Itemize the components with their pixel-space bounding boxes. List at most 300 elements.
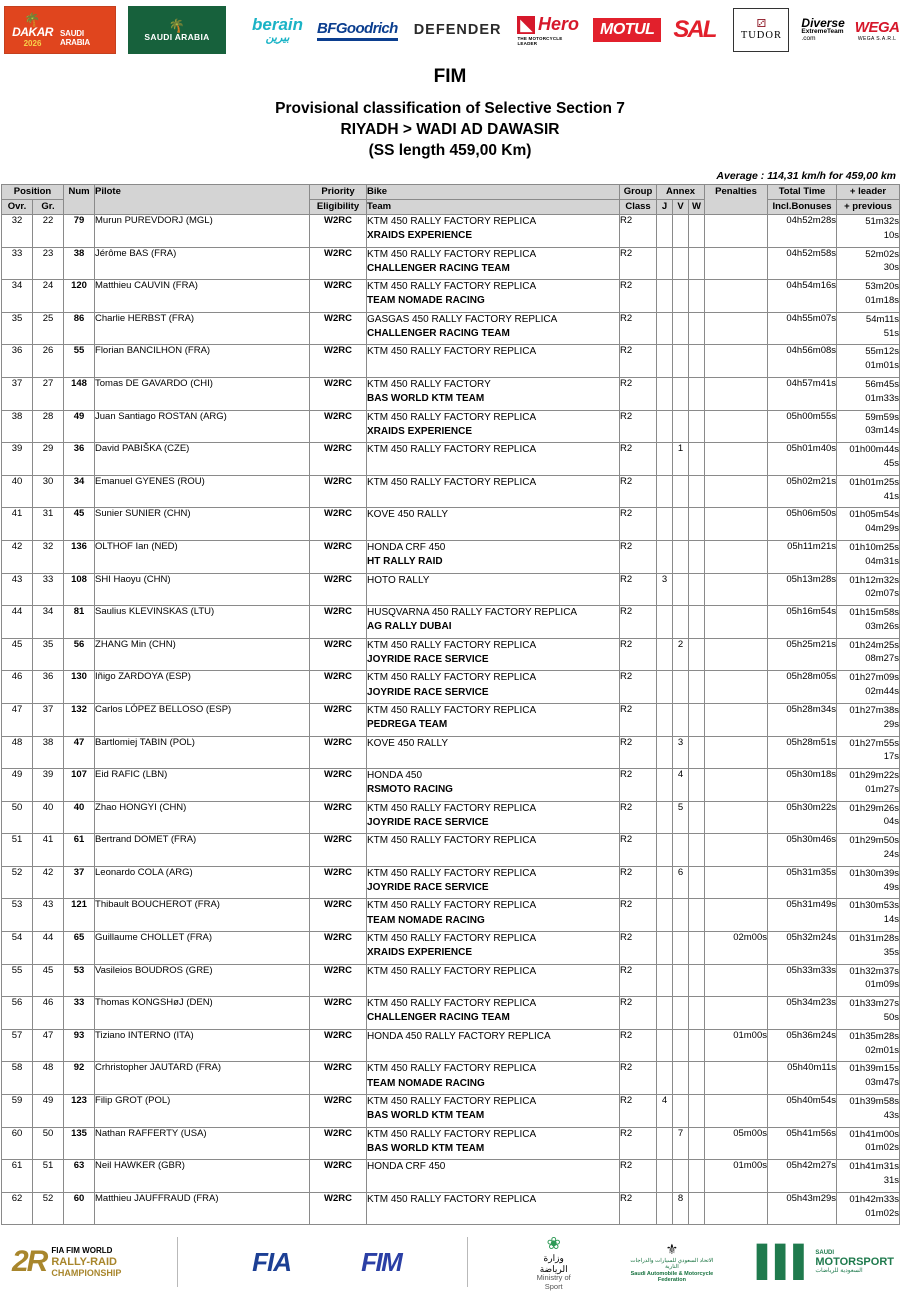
header-total-time-sub: Incl.Bonuses <box>768 200 837 215</box>
header-pilote: Pilote <box>95 185 310 215</box>
cell-bike-team <box>367 1062 620 1095</box>
divider <box>467 1237 468 1287</box>
cell-penalties: 01m00s <box>705 1029 768 1062</box>
cell-penalties: 02m00s <box>705 932 768 965</box>
table-row <box>2 280 900 313</box>
cell-annex-w <box>689 1192 705 1225</box>
cell-team: JOYRIDE RACE SERVICE <box>367 653 489 665</box>
table-row <box>2 932 900 965</box>
cell-annex-w <box>689 997 705 1030</box>
cell-gr: 23 <box>33 247 64 280</box>
cell-pilote: Guillaume CHOLLET (FRA) <box>95 932 310 965</box>
cell-annex-j <box>657 1192 673 1225</box>
cell-eligibility: W2RC <box>310 312 367 345</box>
table-row <box>2 834 900 867</box>
motul-logo <box>593 4 661 56</box>
cell-gr: 37 <box>33 703 64 736</box>
cell-annex-v <box>673 997 689 1030</box>
cell-gaps <box>837 247 900 280</box>
sponsor-header-bar <box>0 0 900 60</box>
cell-ovr: 49 <box>2 769 33 802</box>
table-row <box>2 703 900 736</box>
cell-gr: 32 <box>33 540 64 573</box>
cell-num: 38 <box>64 247 95 280</box>
cell-annex-w <box>689 475 705 508</box>
saudi-motorsport-mark-icon: ▌▌▌ <box>756 1245 812 1279</box>
cell-bike-team <box>367 215 620 248</box>
cell-annex-v: 8 <box>673 1192 689 1225</box>
cell-class: R2 <box>620 475 657 508</box>
header-class: Class <box>620 200 657 215</box>
cell-class: R2 <box>620 1127 657 1160</box>
cell-total-time: 05h36m24s <box>768 1029 837 1062</box>
header-gap-previous: + previous <box>837 200 900 215</box>
cell-annex-v <box>673 1160 689 1193</box>
cell-gap-previous: 24s <box>883 849 900 861</box>
cell-annex-v <box>673 247 689 280</box>
table-row <box>2 1160 900 1193</box>
cell-gr: 47 <box>33 1029 64 1062</box>
cell-penalties <box>705 540 768 573</box>
ministry-logo-arabic: وزارة الرياضة <box>539 1253 568 1274</box>
cell-total-time: 05h13m28s <box>768 573 837 606</box>
cell-penalties <box>705 834 768 867</box>
cell-penalties <box>705 1192 768 1225</box>
cell-bike: KTM 450 RALLY FACTORY REPLICA <box>367 444 537 456</box>
cell-bike: HUSQVARNA 450 RALLY FACTORY REPLICA <box>367 607 578 619</box>
cell-team: XRAIDS EXPERIENCE <box>367 230 473 242</box>
cell-annex-w <box>689 703 705 736</box>
cell-gaps <box>837 736 900 769</box>
cell-bike-team <box>367 312 620 345</box>
table-row <box>2 1062 900 1095</box>
cell-annex-j <box>657 964 673 997</box>
w2rc-logo-mark: 2R <box>12 1245 47 1279</box>
header-gr: Gr. <box>33 200 64 215</box>
cell-eligibility: W2RC <box>310 1095 367 1128</box>
cell-annex-v <box>673 964 689 997</box>
cell-annex-j <box>657 475 673 508</box>
cell-total-time: 05h31m49s <box>768 899 837 932</box>
cell-bike: KTM 450 RALLY FACTORY REPLICA <box>367 672 537 684</box>
w2rc-logo <box>12 1245 121 1279</box>
cell-ovr: 36 <box>2 345 33 378</box>
cell-bike-team <box>367 834 620 867</box>
cell-total-time: 05h43m29s <box>768 1192 837 1225</box>
wega-logo-text: WEGA <box>854 18 900 36</box>
cell-bike-team <box>367 1095 620 1128</box>
cell-gap-leader: 54m11s <box>865 313 900 325</box>
cell-bike: KTM 450 RALLY FACTORY REPLICA <box>367 933 537 945</box>
cell-total-time: 05h02m21s <box>768 475 837 508</box>
berain-logo-arabic: بيرين <box>265 31 290 44</box>
cell-bike: KOVE 450 RALLY <box>367 509 448 521</box>
cell-total-time: 05h30m22s <box>768 801 837 834</box>
cell-ovr: 48 <box>2 736 33 769</box>
cell-num: 92 <box>64 1062 95 1095</box>
cell-ovr: 56 <box>2 997 33 1030</box>
cell-gap-leader: 01h10m25s <box>849 541 900 553</box>
cell-gap-leader: 53m20s <box>865 281 900 293</box>
cell-bike-team <box>367 671 620 704</box>
cell-pilote: Tiziano INTERNO (ITA) <box>95 1029 310 1062</box>
cell-num: 130 <box>64 671 95 704</box>
cell-team: JOYRIDE RACE SERVICE <box>367 816 489 828</box>
cell-pilote: ZHANG Min (CHN) <box>95 638 310 671</box>
cell-eligibility: W2RC <box>310 540 367 573</box>
cell-annex-w <box>689 573 705 606</box>
cell-gap-leader: 01h24m25s <box>849 639 900 651</box>
cell-gr: 27 <box>33 377 64 410</box>
cell-ovr: 32 <box>2 215 33 248</box>
header-annex-j: J <box>657 200 673 215</box>
cell-pilote: OLTHOF Ian (NED) <box>95 540 310 573</box>
cell-gap-previous: 02m44s <box>865 686 900 698</box>
cell-eligibility: W2RC <box>310 899 367 932</box>
cell-num: 36 <box>64 443 95 476</box>
cell-class: R2 <box>620 736 657 769</box>
cell-class: R2 <box>620 769 657 802</box>
cell-annex-w <box>689 606 705 639</box>
cell-num: 135 <box>64 1127 95 1160</box>
w2rc-logo-line2: RALLY-RAID <box>51 1255 117 1268</box>
cell-total-time: 05h40m11s <box>768 1062 837 1095</box>
cell-total-time: 05h33m33s <box>768 964 837 997</box>
cell-gaps <box>837 801 900 834</box>
samf-logo-english: Saudi Automobile & Motorcycle Federation <box>630 1270 714 1284</box>
cell-annex-v <box>673 1095 689 1128</box>
cell-bike-team <box>367 475 620 508</box>
cell-annex-j <box>657 932 673 965</box>
cell-penalties <box>705 410 768 443</box>
cell-class: R2 <box>620 671 657 704</box>
cell-pilote: Matthieu CAUVIN (FRA) <box>95 280 310 313</box>
cell-num: 49 <box>64 410 95 443</box>
cell-pilote: Tomas DE GAVARDO (CHI) <box>95 377 310 410</box>
cell-class: R2 <box>620 638 657 671</box>
cell-gaps <box>837 769 900 802</box>
table-row <box>2 964 900 997</box>
cell-pilote: SHI Haoyu (CHN) <box>95 573 310 606</box>
cell-bike: HONDA 450 RALLY FACTORY REPLICA <box>367 1030 551 1042</box>
cell-pilote: Bartlomiej TABIN (POL) <box>95 736 310 769</box>
cell-annex-w <box>689 312 705 345</box>
ministry-of-sport-logo <box>532 1234 575 1291</box>
cell-gaps <box>837 638 900 671</box>
saudi-arabia-logo: 🌴 SAUDI ARABIA <box>128 4 226 56</box>
cell-eligibility: W2RC <box>310 671 367 704</box>
cell-gaps <box>837 280 900 313</box>
table-row <box>2 866 900 899</box>
cell-bike-team <box>367 606 620 639</box>
cell-gap-leader: 01h30m39s <box>849 867 900 879</box>
cell-annex-v <box>673 703 689 736</box>
cell-class: R2 <box>620 703 657 736</box>
dakar-logo-year: 2026 <box>23 38 42 48</box>
cell-annex-v: 2 <box>673 638 689 671</box>
cell-bike-team <box>367 899 620 932</box>
cell-gaps <box>837 508 900 541</box>
cell-gap-previous: 01m33s <box>865 392 900 404</box>
cell-team: TEAM NOMADE RACING <box>367 295 485 307</box>
saudi-automobile-motorcycle-federation-logo <box>627 1241 716 1284</box>
cell-annex-j <box>657 606 673 639</box>
cell-gaps <box>837 964 900 997</box>
cell-bike-team <box>367 540 620 573</box>
cell-gap-leader: 01h41m31s <box>849 1161 900 1173</box>
dakar-logo-country: SAUDI ARABIA <box>60 29 90 47</box>
cell-penalties <box>705 443 768 476</box>
table-row <box>2 1029 900 1062</box>
header-priority: Priority <box>310 185 367 200</box>
cell-pilote: Sunier SUNIER (CHN) <box>95 508 310 541</box>
cell-team: CHALLENGER RACING TEAM <box>367 327 510 339</box>
cell-bike-team <box>367 1160 620 1193</box>
cell-penalties: 05m00s <box>705 1127 768 1160</box>
footer-logo-bar <box>0 1231 900 1293</box>
cell-team: CHALLENGER RACING TEAM <box>367 1012 510 1024</box>
cell-gap-leader: 56m45s <box>865 378 900 390</box>
cell-num: 33 <box>64 997 95 1030</box>
cell-total-time: 05h34m23s <box>768 997 837 1030</box>
cell-eligibility: W2RC <box>310 215 367 248</box>
cell-eligibility: W2RC <box>310 475 367 508</box>
cell-gap-previous: 41s <box>883 490 900 502</box>
cell-pilote: Jérôme BAS (FRA) <box>95 247 310 280</box>
cell-team: XRAIDS EXPERIENCE <box>367 947 473 959</box>
cell-annex-j <box>657 899 673 932</box>
cell-eligibility: W2RC <box>310 443 367 476</box>
cell-ovr: 50 <box>2 801 33 834</box>
table-row <box>2 443 900 476</box>
cell-annex-j <box>657 1029 673 1062</box>
cell-team: BAS WORLD KTM TEAM <box>367 1142 485 1154</box>
cell-class: R2 <box>620 932 657 965</box>
cell-penalties <box>705 345 768 378</box>
cell-num: 37 <box>64 866 95 899</box>
cell-pilote: Thomas KONGSHøJ (DEN) <box>95 997 310 1030</box>
cell-total-time: 05h28m34s <box>768 703 837 736</box>
table-row <box>2 899 900 932</box>
cell-ovr: 34 <box>2 280 33 313</box>
cell-num: 53 <box>64 964 95 997</box>
header-group: Group <box>620 185 657 200</box>
cell-penalties <box>705 899 768 932</box>
cell-bike-team <box>367 1029 620 1062</box>
header-position: Position <box>2 185 64 200</box>
cell-eligibility: W2RC <box>310 280 367 313</box>
header-eligibility: Eligibility <box>310 200 367 215</box>
route-subtitle: RIYADH > WADI AD DAWASIR <box>340 121 560 138</box>
cell-team: BAS WORLD KTM TEAM <box>367 1110 485 1122</box>
cell-annex-j <box>657 769 673 802</box>
cell-gap-previous: 01m09s <box>865 979 900 991</box>
cell-annex-w <box>689 1160 705 1193</box>
cell-ovr: 59 <box>2 1095 33 1128</box>
cell-class: R2 <box>620 834 657 867</box>
cell-ovr: 58 <box>2 1062 33 1095</box>
cell-eligibility: W2RC <box>310 866 367 899</box>
cell-annex-w <box>689 1127 705 1160</box>
cell-annex-v: 6 <box>673 866 689 899</box>
cell-gap-previous: 01m02s <box>865 1142 900 1154</box>
cell-ovr: 61 <box>2 1160 33 1193</box>
saudi-motorsport-line3: السعودية للرياضات <box>815 1268 863 1275</box>
cell-class: R2 <box>620 866 657 899</box>
cell-penalties <box>705 769 768 802</box>
cell-annex-v <box>673 899 689 932</box>
table-row <box>2 801 900 834</box>
cell-annex-w <box>689 834 705 867</box>
dakar-saudi-arabia-logo: 🌴 DAKAR 2026 SAUDI ARABIA <box>4 4 116 56</box>
cell-class: R2 <box>620 1062 657 1095</box>
cell-penalties <box>705 1095 768 1128</box>
cell-gaps <box>837 1095 900 1128</box>
cell-annex-w <box>689 280 705 313</box>
hero-logo-mark: ◣ <box>517 16 535 34</box>
berain-logo <box>252 4 303 56</box>
cell-gap-leader: 01h05m54s <box>849 509 900 521</box>
cell-bike-team <box>367 508 620 541</box>
cell-gap-leader: 01h41m00s <box>849 1128 900 1140</box>
cell-pilote: Florian BANCILHON (FRA) <box>95 345 310 378</box>
cell-gr: 22 <box>33 215 64 248</box>
cell-ovr: 33 <box>2 247 33 280</box>
table-row <box>2 671 900 704</box>
cell-pilote: Thibault BOUCHEROT (FRA) <box>95 899 310 932</box>
cell-gap-leader: 01h29m26s <box>849 802 900 814</box>
cell-class: R2 <box>620 801 657 834</box>
cell-gap-leader: 52m02s <box>865 248 900 260</box>
sal-logo-text: SAL <box>673 16 716 43</box>
cell-num: 120 <box>64 280 95 313</box>
sal-logo <box>673 4 715 56</box>
cell-annex-w <box>689 866 705 899</box>
cell-gap-leader: 01h31m28s <box>849 933 900 945</box>
cell-pilote: Neil HAWKER (GBR) <box>95 1160 310 1193</box>
cell-bike: KTM 450 RALLY FACTORY REPLICA <box>367 900 537 912</box>
cell-class: R2 <box>620 345 657 378</box>
cell-annex-w <box>689 801 705 834</box>
cell-annex-v <box>673 573 689 606</box>
cell-pilote: Murun PUREVDORJ (MGL) <box>95 215 310 248</box>
cell-pilote: Carlos LÓPEZ BELLOSO (ESP) <box>95 703 310 736</box>
cell-eligibility: W2RC <box>310 1160 367 1193</box>
cell-class: R2 <box>620 1029 657 1062</box>
cell-bike: KTM 450 RALLY FACTORY REPLICA <box>367 476 537 488</box>
cell-total-time: 05h30m18s <box>768 769 837 802</box>
samf-logo-arabic: الاتحاد السعودي للسيارات والدراجات النارية <box>630 1257 714 1271</box>
cell-gap-previous: 14s <box>883 914 900 926</box>
cell-gr: 42 <box>33 866 64 899</box>
cell-team: PEDREGA TEAM <box>367 719 448 731</box>
cell-ovr: 45 <box>2 638 33 671</box>
cell-class: R2 <box>620 997 657 1030</box>
cell-bike: KTM 450 RALLY FACTORY REPLICA <box>367 998 537 1010</box>
cell-annex-j <box>657 345 673 378</box>
wega-logo-subtitle: WEGA S.A.R.L <box>857 35 897 42</box>
cell-class: R2 <box>620 247 657 280</box>
cell-gr: 51 <box>33 1160 64 1193</box>
cell-num: 55 <box>64 345 95 378</box>
cell-penalties <box>705 866 768 899</box>
defender-logo-text: DEFENDER <box>413 22 502 38</box>
cell-annex-j <box>657 834 673 867</box>
cell-annex-v <box>673 932 689 965</box>
cell-bike-team <box>367 1192 620 1225</box>
cell-annex-v <box>673 1062 689 1095</box>
cell-gap-leader: 01h00m44s <box>849 444 900 456</box>
table-row <box>2 997 900 1030</box>
cell-annex-j <box>657 1160 673 1193</box>
cell-bike: HONDA CRF 450 <box>367 1161 446 1173</box>
cell-gap-previous: 02m07s <box>865 588 900 600</box>
cell-penalties: 01m00s <box>705 1160 768 1193</box>
cell-bike-team <box>367 443 620 476</box>
dakar-logo-word: DAKAR <box>12 24 53 39</box>
cell-bike: KTM 450 RALLY FACTORY REPLICA <box>367 639 537 651</box>
cell-team: HT RALLY RAID <box>367 556 443 568</box>
cell-eligibility: W2RC <box>310 606 367 639</box>
cell-bike: KTM 450 RALLY FACTORY REPLICA <box>367 411 537 423</box>
cell-gaps <box>837 312 900 345</box>
cell-total-time: 04h55m07s <box>768 312 837 345</box>
cell-gap-leader: 01h12m32s <box>849 574 900 586</box>
cell-eligibility: W2RC <box>310 736 367 769</box>
cell-total-time: 05h28m51s <box>768 736 837 769</box>
cell-bike: HONDA 450 <box>367 770 423 782</box>
diverse-logo-line1: Diverse <box>801 15 845 30</box>
saudi-motorsport-logo <box>757 1245 894 1279</box>
cell-num: 79 <box>64 215 95 248</box>
cell-bike-team <box>367 769 620 802</box>
cell-annex-j <box>657 312 673 345</box>
cell-gr: 41 <box>33 834 64 867</box>
cell-bike-team <box>367 345 620 378</box>
header-annex: Annex <box>657 185 705 200</box>
cell-eligibility: W2RC <box>310 997 367 1030</box>
cell-ovr: 41 <box>2 508 33 541</box>
cell-class: R2 <box>620 280 657 313</box>
cell-bike: KTM 450 RALLY FACTORY REPLICA <box>367 802 537 814</box>
tudor-logo <box>733 4 789 56</box>
cell-bike-team <box>367 410 620 443</box>
header-annex-v: V <box>673 200 689 215</box>
cell-gap-previous: 01m27s <box>865 783 900 795</box>
table-row <box>2 312 900 345</box>
cell-eligibility: W2RC <box>310 964 367 997</box>
cell-gap-previous: 03m26s <box>865 620 900 632</box>
cell-annex-j <box>657 736 673 769</box>
hero-logo <box>517 4 579 56</box>
cell-gaps <box>837 1029 900 1062</box>
cell-num: 148 <box>64 377 95 410</box>
cell-pilote: Charlie HERBST (FRA) <box>95 312 310 345</box>
cell-gap-previous: 02m01s <box>865 1044 900 1056</box>
cell-class: R2 <box>620 443 657 476</box>
cell-penalties <box>705 475 768 508</box>
cell-annex-w <box>689 932 705 965</box>
cell-class: R2 <box>620 899 657 932</box>
cell-num: 45 <box>64 508 95 541</box>
table-row <box>2 540 900 573</box>
table-row <box>2 508 900 541</box>
cell-pilote: Emanuel GYENES (ROU) <box>95 475 310 508</box>
cell-annex-w <box>689 443 705 476</box>
cell-annex-w <box>689 1095 705 1128</box>
cell-annex-j <box>657 1127 673 1160</box>
cell-gap-leader: 55m12s <box>865 346 900 358</box>
